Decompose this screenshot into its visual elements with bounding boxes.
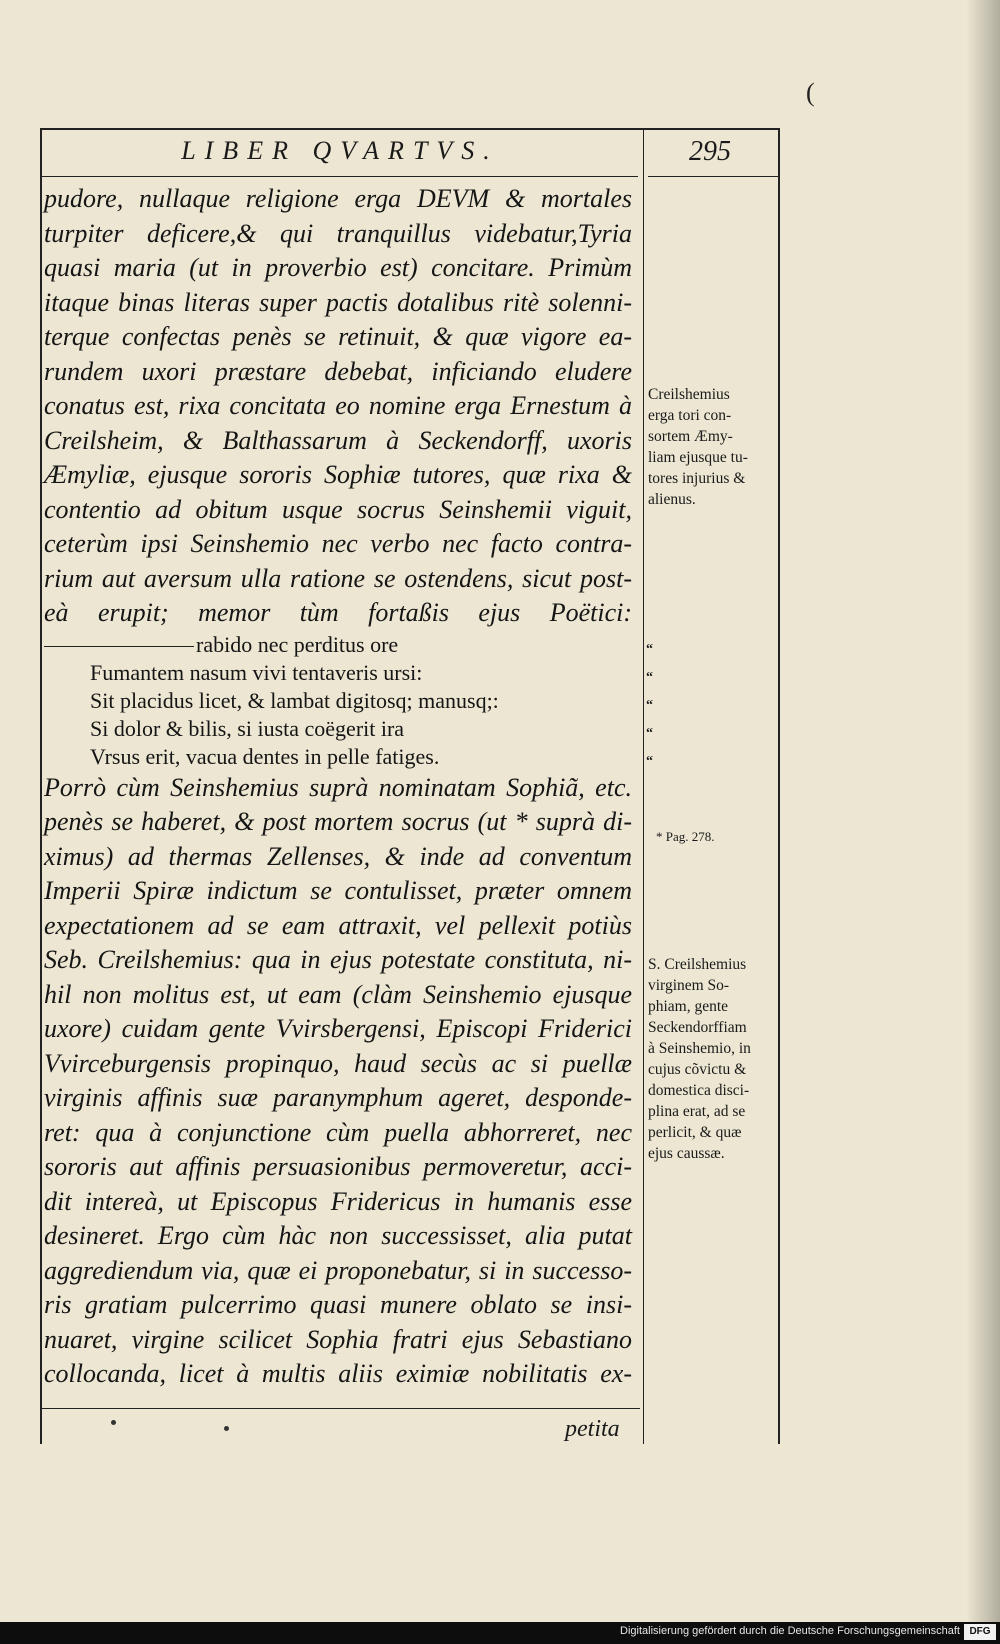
- text-line: expectationem ad se eam attraxit, vel pellexit potiùs: [44, 910, 632, 940]
- margin-note-line: cujus cõvictu &: [648, 1061, 747, 1078]
- verse-line: Sit placidus licet, & lambat digitosq; manusq;:: [90, 687, 499, 713]
- text-line: conatus est, rixa concitata eo nomine erga Ernestum à: [44, 391, 632, 420]
- text-line: itaque binas literas super pactis dotalibus ritè solenni-: [44, 287, 632, 317]
- margin-note-line: phiam, gente: [648, 998, 729, 1015]
- catchword: petita: [565, 1416, 620, 1442]
- text-line: Seb. Creilshemius: qua in ejus potestate constituta, ni-: [44, 945, 632, 974]
- text-line: turpiter deficere,& qui tranquillus videbatur,Tyria: [44, 218, 632, 248]
- running-title: LIBER QVARTVS.: [181, 136, 499, 165]
- margin-note-line: erga tori con-: [648, 407, 732, 424]
- text-line: nuaret, virgine scilicet Sophia fratri ejus Sebastiano: [44, 1324, 632, 1354]
- text-line: Æmyliæ, ejusque sororis Sophiæ tutores, quæ rixa &: [44, 460, 632, 489]
- page-number: 295: [689, 136, 731, 167]
- text-line: ris gratiam pulcerrimo quasi munere oblato se insi-: [44, 1290, 632, 1319]
- dfg-logo: DFG: [964, 1624, 996, 1640]
- margin-note-line: liam ejusque tu-: [648, 449, 748, 466]
- text-line: Creilsheim, & Balthassarum à Seckendorff, uxoris: [44, 425, 632, 455]
- text-line: ret: qua à conjunctione cùm puella abhorreret, nec: [44, 1117, 632, 1147]
- margin-note-line: S. Creilshemius: [648, 956, 747, 973]
- margin-note-line: virginem So-: [648, 977, 730, 994]
- text-line: penès se haberet, & post mortem socrus (ut * suprà di-: [44, 807, 632, 836]
- page-corner-mark: (: [806, 78, 815, 107]
- verse-line: Vrsus erit, vacua dentes in pelle fatiges.: [90, 743, 440, 769]
- margin-note-line: plina erat, ad se: [648, 1103, 746, 1120]
- text-line: aggrediendum via, quæ ei proponebatur, si in successo-: [44, 1255, 632, 1285]
- verse-quote-mark: “: [646, 670, 653, 685]
- margin-note-creilshemius: [648, 384, 776, 510]
- text-line: dit intereà, ut Episcopus Fridericus in humanis esse: [44, 1186, 632, 1216]
- text-line: rundem uxori præstare debebat, inficiando eludere: [44, 356, 632, 386]
- text-line: Porrò cùm Seinshemius suprà nominatam Sophiã, etc.: [44, 772, 632, 802]
- verse-quote-mark: “: [646, 698, 653, 713]
- margin-note-line: alienus.: [648, 491, 696, 508]
- footer-rule: [40, 1408, 640, 1409]
- text-line: collocanda, licet à multis aliis eximiæ nobilitatis ex-: [44, 1359, 632, 1388]
- margin-note-sophia: [648, 954, 776, 1164]
- ink-speck: [224, 1426, 229, 1431]
- verse-line: [44, 631, 632, 659]
- header-rule-margin: [648, 176, 778, 177]
- text-line: eà erupit; memor tùm fortaßis ejus Poëtici:: [44, 598, 632, 627]
- verse-line: Si dolor & bilis, si iusta coëgerit ira: [90, 715, 405, 741]
- text-line: uxore) cuidam gente Vvirsbergensi, Episcopi Friderici: [44, 1014, 632, 1043]
- margin-note-line: Seckendorffiam: [648, 1019, 747, 1036]
- text-line: ceterùm ipsi Seinshemio nec verbo nec facto contra-: [44, 529, 632, 558]
- text-line: ximus) ad thermas Zellenses, & inde ad conventum: [44, 841, 632, 871]
- text-line: contentio ad obitum usque socrus Seinshemii viguit,: [44, 494, 632, 524]
- ink-speck: [111, 1420, 116, 1425]
- text-line: pudore, nullaque religione erga DEVM & mortales: [44, 184, 632, 213]
- text-line: quasi maria (ut in proverbio est) concitare. Primùm: [44, 253, 632, 282]
- text-line: desineret. Ergo cùm hàc non successisset, alia putat: [44, 1221, 632, 1250]
- text-line: sororis aut affinis persuasionibus permoveretur, acci-: [44, 1152, 632, 1181]
- frame-top-rule: [40, 128, 780, 130]
- margin-note-line: tores injurius &: [648, 470, 746, 487]
- verse-quote-mark: “: [646, 754, 653, 769]
- verse-dash: [44, 646, 194, 647]
- header-rule: [40, 176, 638, 177]
- margin-note-line: ejus caussæ.: [648, 1145, 725, 1162]
- margin-note-page-ref: * Pag. 278.: [656, 829, 715, 844]
- verse-quote-mark: “: [646, 726, 653, 741]
- footer-credit: Digitalisierung gefördert durch die Deutsche Forschungsgemeinschaft: [620, 1625, 960, 1637]
- verse-text: rabido nec perditus ore: [196, 631, 399, 657]
- margin-note-line: Creilshemius: [648, 386, 730, 403]
- frame-column-divider: [643, 128, 644, 1444]
- margin-note-line: à Seinshemio, in: [648, 1040, 751, 1057]
- main-text-block: [44, 182, 632, 1392]
- frame-right-rule: [778, 128, 780, 1444]
- text-line: terque confectas penès se retinuit, & quæ vigore ea-: [44, 322, 632, 351]
- text-line: virginis affinis suæ paranymphum ageret, desponde-: [44, 1083, 632, 1112]
- margin-note-line: domestica disci-: [648, 1082, 750, 1099]
- margin-note-line: perlicit, & quæ: [648, 1124, 742, 1141]
- text-line: Vvirceburgensis propinquo, haud secùs ac si puellæ: [44, 1048, 632, 1078]
- frame-left-rule: [40, 128, 42, 1444]
- text-line: hil non molitus est, ut eam (clàm Seinshemio ejusque: [44, 979, 632, 1009]
- text-line: Imperii Spiræ indictum se contulisset, præter omnem: [44, 876, 632, 905]
- text-line: rium aut aversum ulla ratione se ostendens, sicut post-: [44, 563, 632, 593]
- verse-quote-mark: “: [646, 642, 653, 657]
- verse-line: Fumantem nasum vivi tentaveris ursi:: [90, 659, 423, 685]
- margin-note-line: sortem Æmy-: [648, 428, 733, 445]
